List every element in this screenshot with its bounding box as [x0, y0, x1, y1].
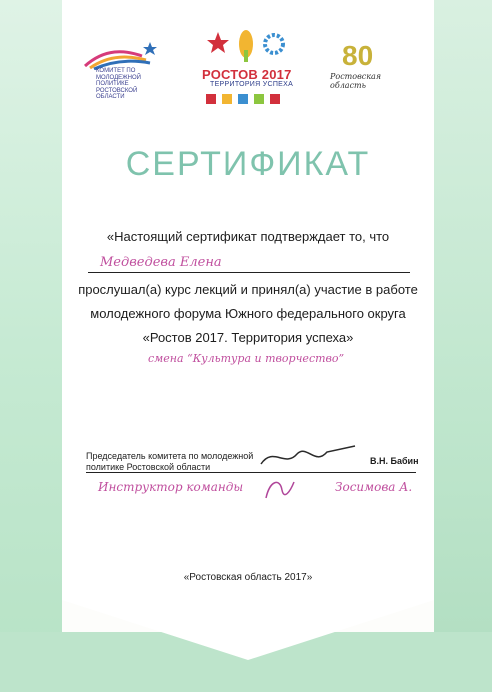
body-line-1: прослушал(а) курс лекций и принял(а) участие в работе	[78, 282, 418, 297]
signature-underline	[86, 472, 416, 473]
star-swoosh-icon	[80, 38, 170, 70]
ornament-strip-icon	[204, 91, 306, 109]
chair-name: В.Н. Бабин	[370, 456, 419, 466]
body-line-3: «Ростов 2017. Территория успеха»	[142, 330, 354, 345]
forum-logo	[196, 22, 298, 108]
region-anniversary-logo	[326, 40, 402, 90]
chair-signature	[255, 440, 365, 472]
forum-title: РОСТОВ 2017	[202, 67, 292, 82]
chair-label-line1: Председатель комитета по молодежной	[86, 451, 254, 461]
left-green-border	[0, 0, 62, 692]
forum-subtitle: ТЕРРИТОРИЯ УСПЕХА	[210, 81, 294, 88]
shift-name: смена “Культура и творчество”	[148, 352, 345, 365]
region-label: Ростовская область	[330, 72, 382, 90]
committee-logo-text: КОМИТЕТ ПО МОЛОДЕЖНОЙ ПОЛИТИКЕ РОСТОВСКОЙ ОБЛАСТИ	[96, 68, 141, 100]
footer-text: «Ростовская область 2017»	[183, 572, 313, 583]
instructor-label: Инструктор команды	[98, 480, 244, 494]
certificate-title: СЕРТИФИКАТ	[125, 145, 371, 183]
committee-logo	[80, 38, 170, 98]
recipient-name: Медведева Елена	[100, 255, 222, 270]
recipient-underline	[88, 272, 410, 273]
forum-emblem-icon	[196, 22, 298, 66]
region-number: 80	[342, 40, 374, 71]
certificate-intro: «Настоящий сертификат подтверждает то, что	[106, 229, 390, 244]
instructor-name: Зосимова А.	[335, 480, 413, 494]
body-line-2: молодежного форума Южного федерального округа	[90, 306, 406, 321]
chair-label-line2: политике Ростовской области	[86, 462, 211, 472]
right-green-border	[434, 0, 492, 692]
chair-label	[86, 451, 253, 473]
instructor-signature	[260, 472, 300, 504]
